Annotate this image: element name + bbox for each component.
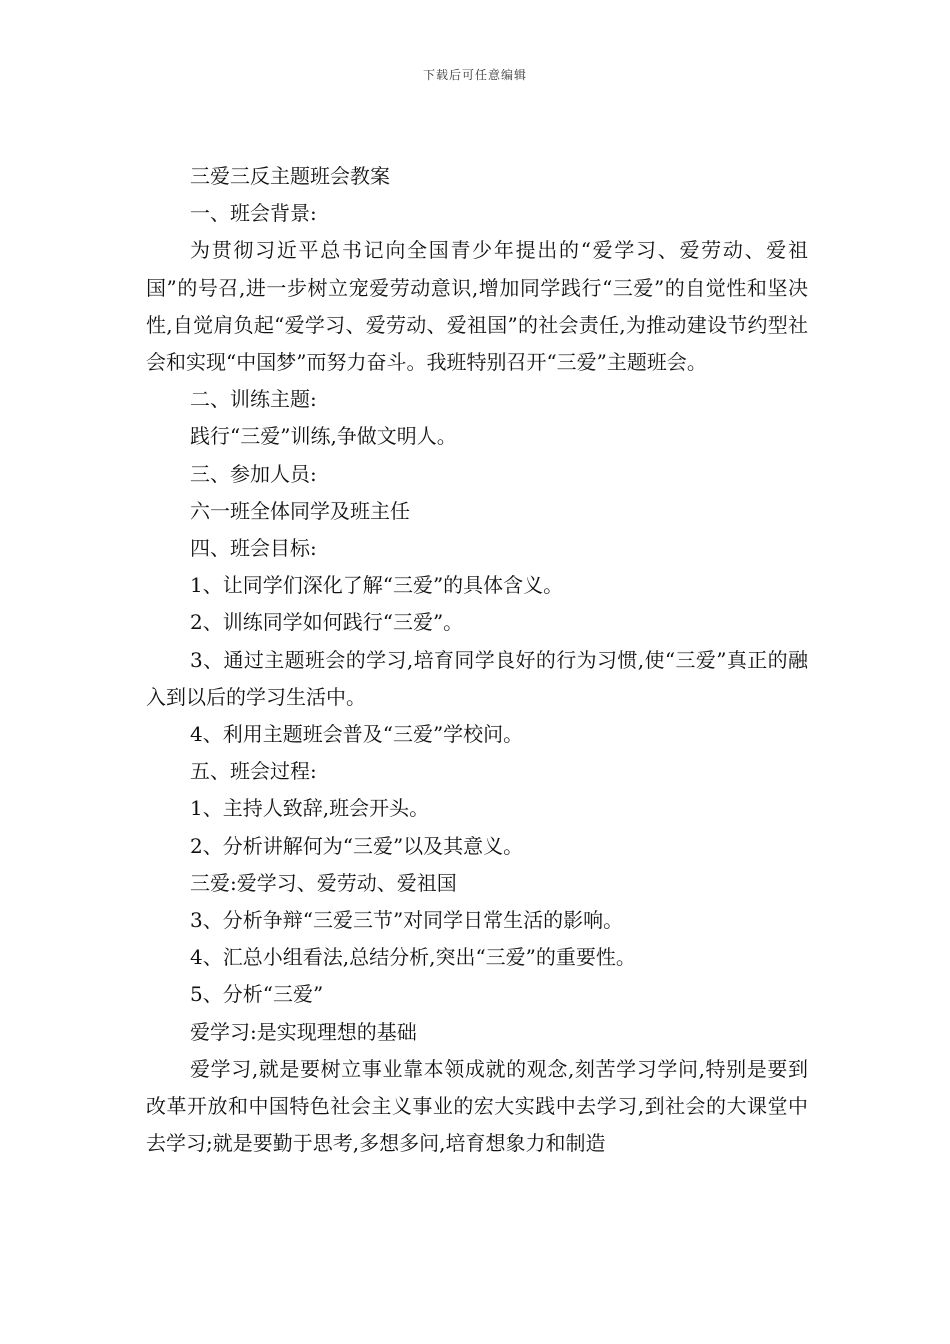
list-item: 4、汇总小组看法,总结分析,突出“三爱”的重要性。: [190, 945, 636, 970]
section-heading: 五、班会过程:: [190, 759, 317, 784]
section-heading: 三、参加人员:: [190, 461, 317, 486]
list-item: 5、分析“三爱”: [190, 982, 324, 1007]
paragraph: 六一班全体同学及班主任: [190, 498, 410, 523]
list-item: 2、分析讲解何为“三爱”以及其意义。: [190, 833, 524, 858]
paragraph: 三爱:爱学习、爱劳动、爱祖国: [190, 870, 457, 895]
subheading: 爱学习:是实现理想的基础: [190, 1019, 417, 1044]
document-body: [146, 158, 808, 1162]
paragraph: 爱学习,就是要树立事业靠本领成就的观念,刻苦学习学问,特别是要到改革开放和中国特色社会主义事业的宏大实践中去学习,到社会的大课堂中去学习;就是要勤于思考,多想多问,培育想象力和制造: [146, 1056, 808, 1156]
list-item: 1、主持人致辞,班会开头。: [190, 796, 430, 821]
list-item: 3、分析争辩“三爱三节”对同学日常生活的影响。: [190, 908, 624, 933]
page-header-note: 下载后可任意编辑: [422, 68, 527, 82]
list-item: 4、利用主题班会普及“三爱”学校问。: [190, 722, 524, 747]
document-title: 三爱三反主题班会教案: [190, 164, 390, 188]
paragraph: 践行“三爱”训练,争做文明人。: [190, 424, 457, 449]
section-heading: 一、班会背景:: [190, 201, 317, 226]
section-heading: 四、班会目标:: [190, 536, 317, 561]
section-heading: 二、训练主题:: [190, 387, 317, 412]
list-item: 1、让同学们深化了解“三爱”的具体含义。: [190, 573, 564, 598]
paragraph: 为贯彻习近平总书记向全国青少年提出的“爱学习、爱劳动、爱祖国”的号召,进一步树立宠爱劳动意识,增加同学践行“三爱”的自觉性和坚决性,自觉肩负起“爱学习、爱劳动、爱祖国”的社会责任,为推动建设节约型社会和实现“中国梦”而努力奋斗。我班特别召开“三爱”主题班会。: [146, 238, 808, 375]
list-item: 2、训练同学如何践行“三爱”。: [190, 610, 464, 635]
list-item: 3、通过主题班会的学习,培育同学良好的行为习惯,使“三爱”真正的融入到以后的学习生活中。: [146, 647, 808, 709]
